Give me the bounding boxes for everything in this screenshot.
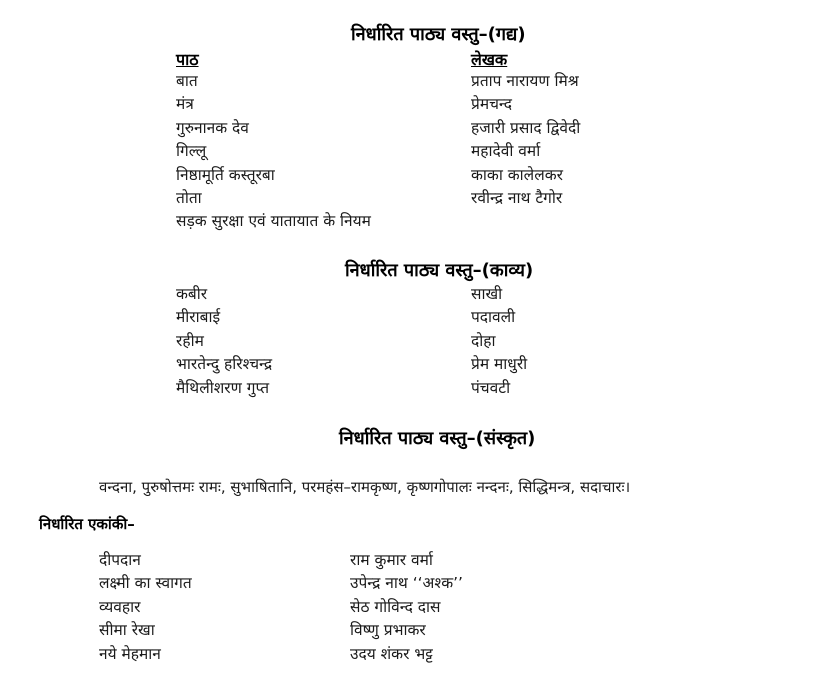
list-item: व्यवहार [99, 597, 141, 616]
list-item: प्रताप नारायण मिश्र [471, 72, 579, 90]
sanskrit-lesson-text: वन्दना, पुरुषोत्तमः रामः, सुभाषितानि, परमहंस–रामकृष्ण, कृष्णगोपालः नन्दनः, सिद्धिमन्त्र, सदाचारः। [99, 478, 631, 496]
ekanki-heading: निर्धारित एकांकी– [39, 515, 135, 533]
list-item: गिल्लू [176, 142, 207, 161]
list-item: मंत्र [176, 95, 194, 114]
list-item: पंचवटी [471, 378, 511, 397]
lesson-column-header: पाठ [176, 50, 199, 69]
list-item: दोहा [471, 331, 496, 350]
list-item: भारतेन्दु हरिश्चन्द्र [176, 355, 273, 374]
list-item: तोता [176, 188, 202, 207]
gadya-author-list [471, 70, 580, 210]
list-item: दीपदान [99, 551, 141, 569]
list-item: विष्णु प्रभाकर [350, 621, 426, 640]
list-item: सड़क सुरक्षा एवं यातायात के नियम [176, 212, 371, 231]
kavya-poet-list [176, 283, 272, 400]
list-item: नये मेहमान [99, 644, 161, 663]
kavya-heading: निर्धारित पाठ्य वस्तु–(काव्य) [345, 260, 534, 281]
list-item: बात [176, 72, 198, 90]
list-item: उदय शंकर भट्ट [350, 644, 433, 663]
list-item: साखी [471, 285, 503, 303]
list-item: प्रेमचन्द [471, 95, 512, 114]
list-item: गुरुनानक देव [176, 118, 249, 137]
list-item: महादेवी वर्मा [471, 142, 541, 161]
list-item: काका कालेलकर [471, 165, 563, 184]
list-item: प्रेम माधुरी [471, 355, 528, 374]
list-item: उपेन्द्र नाथ ‘‘अश्क’’ [350, 574, 463, 593]
list-item: निष्ठामूर्ति कस्तूरबा [176, 165, 275, 184]
list-item: राम कुमार वर्मा [350, 551, 433, 569]
list-item: लक्ष्मी का स्वागत [99, 574, 192, 593]
gadya-lesson-list [176, 70, 371, 234]
gadya-heading: निर्धारित पाठ्य वस्तु–(गद्य) [351, 24, 526, 45]
author-column-header: लेखक [471, 50, 508, 69]
list-item: मीराबाई [176, 308, 221, 327]
list-item: कबीर [176, 285, 208, 303]
list-item: रहीम [176, 331, 204, 350]
list-item: पदावली [471, 308, 516, 327]
kavya-work-list [471, 283, 527, 400]
list-item: मैथिलीशरण गुप्त [176, 378, 270, 397]
sanskrit-heading: निर्धारित पाठ्य वस्तु–(संस्कृत) [339, 428, 536, 449]
ekanki-play-list [99, 549, 192, 666]
list-item: सेठ गोविन्द दास [350, 597, 441, 616]
list-item: रवीन्द्र नाथ टैगोर [471, 188, 563, 207]
list-item: हजारी प्रसाद द्विवेदी [471, 118, 581, 137]
list-item: सीमा रेखा [99, 621, 155, 640]
ekanki-author-list [350, 549, 463, 666]
